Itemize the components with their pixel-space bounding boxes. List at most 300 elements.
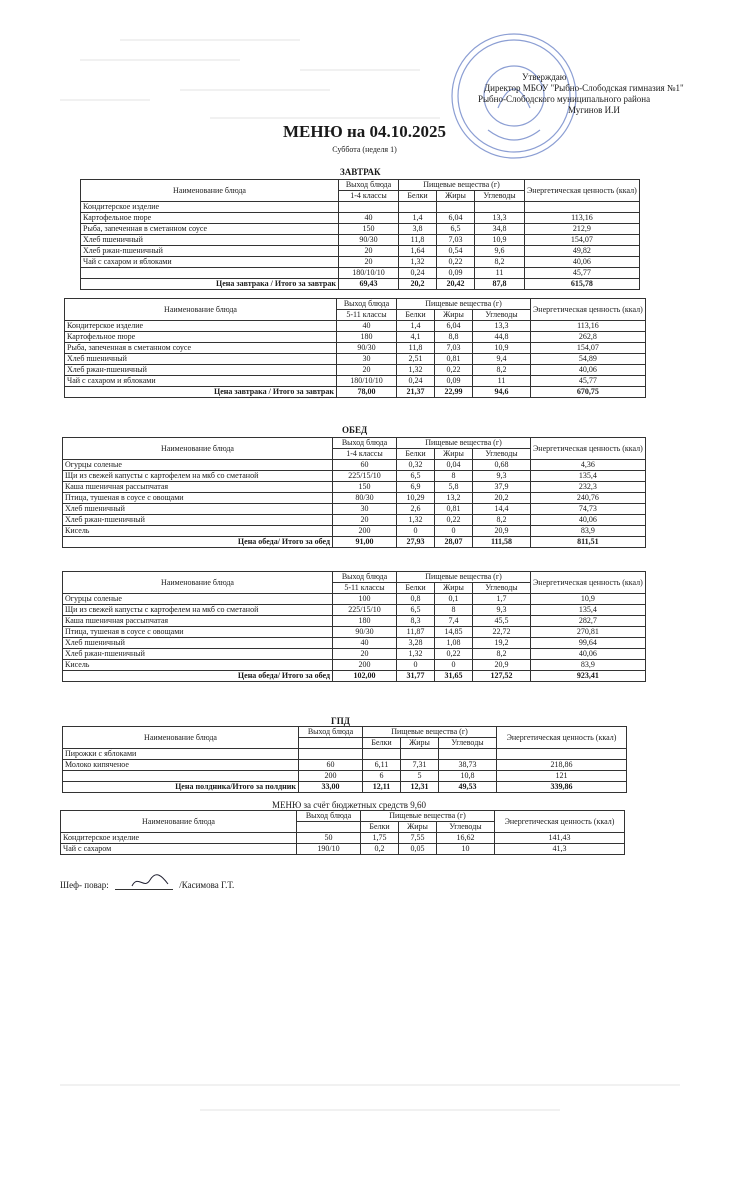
- dish-protein: 11,87: [397, 627, 435, 638]
- dish-fat: 0,04: [435, 460, 473, 471]
- dish-energy: 40,06: [531, 515, 646, 526]
- dish-output: 60: [333, 460, 397, 471]
- dish-name: Чай с сахаром и яблоками: [65, 376, 337, 387]
- table-row: [65, 365, 646, 376]
- total-price: 69,43: [339, 279, 399, 290]
- dish-name: Огурцы соленые: [63, 594, 333, 605]
- total-price: 33,00: [299, 782, 363, 793]
- table-row: [65, 376, 646, 387]
- output-header: Выход блюда: [333, 572, 397, 583]
- dish-name: Каша пшеничная рассыпчатая: [63, 616, 333, 627]
- dish-protein: 10,29: [397, 493, 435, 504]
- dish-name: Каша пшеничная рассыпчатая: [63, 482, 333, 493]
- dish-header: Наименование блюда: [63, 727, 299, 749]
- output-header: Выход блюда: [337, 299, 397, 310]
- total-price: 102,00: [333, 671, 397, 682]
- table-row: [63, 749, 627, 760]
- total-row: [65, 387, 646, 398]
- energy-header: Энергетическая ценность (ккал): [531, 438, 646, 460]
- dish-energy: [497, 749, 627, 760]
- dish-protein: 6,9: [397, 482, 435, 493]
- dish-output: [339, 202, 399, 213]
- dish-protein: 1,64: [399, 246, 437, 257]
- total-fat: 20,42: [437, 279, 475, 290]
- dish-output: 180/10/10: [337, 376, 397, 387]
- dish-energy: 262,8: [531, 332, 646, 343]
- nutrients-header: Пищевые вещества (г): [399, 180, 525, 191]
- energy-header: Энергетическая ценность (ккал): [525, 180, 640, 202]
- dish-protein: 6,5: [397, 605, 435, 616]
- dish-name: Картофельное пюре: [81, 213, 339, 224]
- dish-energy: 99,64: [531, 638, 646, 649]
- dish-protein: 1,32: [397, 649, 435, 660]
- dish-carbs: 0,68: [473, 460, 531, 471]
- total-energy: 811,51: [531, 537, 646, 548]
- energy-header: Энергетическая ценность (ккал): [497, 727, 627, 749]
- table-row: [81, 235, 640, 246]
- dish-energy: 41,3: [495, 844, 625, 855]
- dish-name: Молоко кипяченое: [63, 760, 299, 771]
- table-row: [65, 354, 646, 365]
- dish-name: Кондитерское изделие: [65, 321, 337, 332]
- table-row: [65, 343, 646, 354]
- dish-name: Рыба, запеченная в сметанном соусе: [65, 343, 337, 354]
- dish-protein: 6: [363, 771, 401, 782]
- dish-fat: 6,04: [437, 213, 475, 224]
- dish-carbs: 20,2: [473, 493, 531, 504]
- total-label: Цена полдника/Итого за полдник: [63, 782, 299, 793]
- dish-energy: 83,9: [531, 526, 646, 537]
- protein-header: Белки: [363, 738, 401, 749]
- breakfast-1-4-table: [80, 179, 640, 290]
- carbs-header: Углеводы: [473, 449, 531, 460]
- dish-output: [299, 749, 363, 760]
- dish-name: Хлеб пшеничный: [63, 638, 333, 649]
- output-header: Выход блюда: [299, 727, 363, 738]
- dish-header: Наименование блюда: [63, 438, 333, 460]
- dish-carbs: [439, 749, 497, 760]
- dish-header: Наименование блюда: [65, 299, 337, 321]
- dish-fat: 7,03: [437, 235, 475, 246]
- breakfast-5-11-table: [64, 298, 646, 398]
- total-label: Цена обеда/ Итого за обед: [63, 537, 333, 548]
- dish-output: 40: [333, 638, 397, 649]
- dish-carbs: 20,9: [473, 526, 531, 537]
- dish-output: 180: [333, 616, 397, 627]
- dish-energy: 154,07: [531, 343, 646, 354]
- dish-output: 40: [337, 321, 397, 332]
- lunch-1-4-table: [62, 437, 646, 548]
- table-row: [63, 649, 646, 660]
- dish-protein: 2,51: [397, 354, 435, 365]
- protein-header: Белки: [397, 583, 435, 594]
- dish-carbs: [475, 202, 525, 213]
- dish-fat: 7,03: [435, 343, 473, 354]
- dish-name: Хлеб ржан-пшеничный: [63, 515, 333, 526]
- dish-name: Кисель: [63, 526, 333, 537]
- dish-fat: 8: [435, 471, 473, 482]
- dish-carbs: 10,8: [439, 771, 497, 782]
- dish-energy: 212,9: [525, 224, 640, 235]
- dish-fat: 0: [435, 660, 473, 671]
- table-row: [63, 504, 646, 515]
- dish-name: Кондитерское изделие: [81, 202, 339, 213]
- dish-carbs: 10,9: [475, 235, 525, 246]
- dish-carbs: 34,8: [475, 224, 525, 235]
- dish-carbs: 9,4: [473, 354, 531, 365]
- dish-energy: 218,86: [497, 760, 627, 771]
- dish-fat: 13,2: [435, 493, 473, 504]
- dish-name: Чай с сахаром: [61, 844, 297, 855]
- breakfast-heading: ЗАВТРАК: [340, 167, 381, 177]
- nutrients-header: Пищевые вещества (г): [397, 438, 531, 449]
- total-energy: 923,41: [531, 671, 646, 682]
- dish-output: 90/30: [339, 235, 399, 246]
- dish-output: 60: [299, 760, 363, 771]
- dish-fat: 5: [401, 771, 439, 782]
- output-header: Выход блюда: [339, 180, 399, 191]
- class-label: [297, 822, 361, 833]
- total-row: [63, 537, 646, 548]
- fat-header: Жиры: [435, 310, 473, 321]
- gpd-table: [62, 726, 627, 793]
- dish-name: Огурцы соленые: [63, 460, 333, 471]
- dish-protein: [399, 202, 437, 213]
- total-label: Цена завтрака / Итого за завтрак: [65, 387, 337, 398]
- table-row: [63, 638, 646, 649]
- approval-line: Утверждаю: [522, 72, 567, 82]
- dish-fat: 14,85: [435, 627, 473, 638]
- dish-name: Чай с сахаром и яблоками: [81, 257, 339, 268]
- fat-header: Жиры: [401, 738, 439, 749]
- dish-name: Хлеб пшеничный: [63, 504, 333, 515]
- dish-output: 30: [337, 354, 397, 365]
- dish-output: 20: [337, 365, 397, 376]
- signature-name: /Касимова Г.Т.: [179, 880, 235, 890]
- total-label: Цена обеда/ Итого за обед: [63, 671, 333, 682]
- dish-output: 80/30: [333, 493, 397, 504]
- dish-fat: 0,54: [437, 246, 475, 257]
- total-carbs: 49,53: [439, 782, 497, 793]
- dish-protein: 6,11: [363, 760, 401, 771]
- dish-carbs: 8,2: [473, 515, 531, 526]
- table-row: [81, 257, 640, 268]
- dish-energy: 45,77: [531, 376, 646, 387]
- fat-header: Жиры: [435, 449, 473, 460]
- dish-protein: 0,2: [361, 844, 399, 855]
- dish-name: Птица, тушеная в соусе с овощами: [63, 493, 333, 504]
- dish-fat: 0,81: [435, 504, 473, 515]
- dish-output: 30: [333, 504, 397, 515]
- dish-name: [81, 268, 339, 279]
- dish-fat: 0,1: [435, 594, 473, 605]
- table-row: [63, 460, 646, 471]
- table-row: [63, 605, 646, 616]
- dish-fat: 0,22: [435, 365, 473, 376]
- dish-fat: 8: [435, 605, 473, 616]
- lunch-heading: ОБЕД: [342, 425, 368, 435]
- carbs-header: Углеводы: [473, 310, 531, 321]
- dish-protein: 0,8: [397, 594, 435, 605]
- total-price: 78,00: [337, 387, 397, 398]
- dish-energy: 232,3: [531, 482, 646, 493]
- dish-carbs: 9,3: [473, 471, 531, 482]
- dish-name: Щи из свежей капусты с картофелем на мкб со сметаной: [63, 471, 333, 482]
- output-header: Выход блюда: [297, 811, 361, 822]
- dish-fat: 0,09: [435, 376, 473, 387]
- table-row: [63, 660, 646, 671]
- protein-header: Белки: [361, 822, 399, 833]
- dish-protein: 2,6: [397, 504, 435, 515]
- table-row: [63, 482, 646, 493]
- carbs-header: Углеводы: [437, 822, 495, 833]
- total-fat: 31,65: [435, 671, 473, 682]
- dish-fat: 7,31: [401, 760, 439, 771]
- dish-fat: 0,22: [437, 257, 475, 268]
- fat-header: Жиры: [399, 822, 437, 833]
- dish-carbs: 22,72: [473, 627, 531, 638]
- dish-name: [63, 771, 299, 782]
- dish-output: 180/10/10: [339, 268, 399, 279]
- signature-label: Шеф- повар:: [60, 880, 109, 890]
- total-carbs: 111,58: [473, 537, 531, 548]
- protein-header: Белки: [397, 310, 435, 321]
- dish-energy: 83,9: [531, 660, 646, 671]
- dish-energy: 49,82: [525, 246, 640, 257]
- dish-name: Рыба, запеченная в сметанном соусе: [81, 224, 339, 235]
- dish-energy: 54,89: [531, 354, 646, 365]
- class-label: 1-4 классы: [339, 191, 399, 202]
- dish-carbs: 9,3: [473, 605, 531, 616]
- table-row: [63, 515, 646, 526]
- dish-protein: 0: [397, 660, 435, 671]
- energy-header: Энергетическая ценность (ккал): [531, 299, 646, 321]
- table-row: [63, 471, 646, 482]
- dish-output: 100: [333, 594, 397, 605]
- dish-output: 20: [333, 649, 397, 660]
- dish-output: 50: [297, 833, 361, 844]
- dish-protein: 1,32: [397, 365, 435, 376]
- total-energy: 670,75: [531, 387, 646, 398]
- dish-energy: 40,06: [525, 257, 640, 268]
- energy-header: Энергетическая ценность (ккал): [495, 811, 625, 833]
- dish-energy: 141,43: [495, 833, 625, 844]
- header-row: [81, 180, 640, 191]
- gpd-heading: ГПД: [331, 716, 350, 726]
- dish-energy: 113,16: [531, 321, 646, 332]
- dish-protein: [363, 749, 401, 760]
- table-row: [81, 213, 640, 224]
- dish-carbs: 10: [437, 844, 495, 855]
- total-row: [63, 782, 627, 793]
- dish-name: Щи из свежей капусты с картофелем на мкб со сметаной: [63, 605, 333, 616]
- dish-name: Хлеб ржан-пшеничный: [81, 246, 339, 257]
- dish-energy: 154,07: [525, 235, 640, 246]
- total-carbs: 94,6: [473, 387, 531, 398]
- dish-output: 20: [339, 257, 399, 268]
- dish-protein: 11,8: [397, 343, 435, 354]
- total-carbs: 127,52: [473, 671, 531, 682]
- dish-protein: 6,5: [397, 471, 435, 482]
- protein-header: Белки: [397, 449, 435, 460]
- dish-output: 40: [339, 213, 399, 224]
- nutrients-header: Пищевые вещества (г): [361, 811, 495, 822]
- dish-energy: 135,4: [531, 471, 646, 482]
- approval-line: Мугинов И.И: [568, 105, 620, 115]
- class-label: 1-4 классы: [333, 449, 397, 460]
- dish-fat: 0,22: [435, 649, 473, 660]
- dish-carbs: 13,3: [475, 213, 525, 224]
- dish-output: 225/15/10: [333, 605, 397, 616]
- dish-output: 20: [339, 246, 399, 257]
- header-row: [65, 299, 646, 310]
- handwritten-signature-icon: [130, 872, 170, 890]
- total-fat: 12,31: [401, 782, 439, 793]
- carbs-header: Углеводы: [475, 191, 525, 202]
- table-row: [65, 321, 646, 332]
- table-row: [63, 493, 646, 504]
- nutrients-header: Пищевые вещества (г): [397, 572, 531, 583]
- dish-output: 90/30: [337, 343, 397, 354]
- dish-name: Хлеб ржан-пшеничный: [65, 365, 337, 376]
- dish-protein: 4,1: [397, 332, 435, 343]
- nutrients-header: Пищевые вещества (г): [397, 299, 531, 310]
- dish-carbs: 13,3: [473, 321, 531, 332]
- dish-protein: 0,24: [397, 376, 435, 387]
- budget-table: [60, 810, 625, 855]
- dish-fat: 6,5: [437, 224, 475, 235]
- table-row: [61, 833, 625, 844]
- dish-protein: 0,24: [399, 268, 437, 279]
- dish-carbs: 1,7: [473, 594, 531, 605]
- table-row: [63, 594, 646, 605]
- dish-protein: 1,75: [361, 833, 399, 844]
- dish-carbs: 16,62: [437, 833, 495, 844]
- dish-energy: 10,9: [531, 594, 646, 605]
- dish-energy: 4,36: [531, 460, 646, 471]
- dish-output: 200: [333, 660, 397, 671]
- dish-output: 180: [337, 332, 397, 343]
- dish-carbs: 11: [475, 268, 525, 279]
- total-fat: 22,99: [435, 387, 473, 398]
- output-header: Выход блюда: [333, 438, 397, 449]
- dish-output: 90/30: [333, 627, 397, 638]
- dish-fat: 0,09: [437, 268, 475, 279]
- nutrients-header: Пищевые вещества (г): [363, 727, 497, 738]
- dish-protein: 1,4: [397, 321, 435, 332]
- dish-fat: 1,08: [435, 638, 473, 649]
- table-row: [63, 627, 646, 638]
- dish-carbs: 19,2: [473, 638, 531, 649]
- table-row: [81, 202, 640, 213]
- total-protein: 20,2: [399, 279, 437, 290]
- total-row: [63, 671, 646, 682]
- table-row: [81, 268, 640, 279]
- dish-carbs: 10,9: [473, 343, 531, 354]
- dish-name: Хлеб пшеничный: [81, 235, 339, 246]
- dish-protein: 8,3: [397, 616, 435, 627]
- dish-protein: 1,4: [399, 213, 437, 224]
- dish-name: Пирожки с яблоками: [63, 749, 299, 760]
- energy-header: Энергетическая ценность (ккал): [531, 572, 646, 594]
- dish-energy: 40,06: [531, 649, 646, 660]
- dish-header: Наименование блюда: [81, 180, 339, 202]
- lunch-5-11-table: [62, 571, 646, 682]
- table-row: [65, 332, 646, 343]
- dish-fat: 5,8: [435, 482, 473, 493]
- dish-name: Кисель: [63, 660, 333, 671]
- dish-carbs: 8,2: [473, 365, 531, 376]
- approval-line: Рыбно-Слободского муниципального района: [478, 94, 651, 104]
- total-carbs: 87,8: [475, 279, 525, 290]
- approval-block: [478, 72, 684, 116]
- dish-header: Наименование блюда: [63, 572, 333, 594]
- menu-subtitle: Суббота (неделя 1): [332, 145, 397, 154]
- total-energy: 339,86: [497, 782, 627, 793]
- total-protein: 12,11: [363, 782, 401, 793]
- dish-carbs: 20,9: [473, 660, 531, 671]
- total-label: Цена завтрака / Итого за завтрак: [81, 279, 339, 290]
- dish-output: 200: [333, 526, 397, 537]
- class-label: 5-11 классы: [337, 310, 397, 321]
- dish-carbs: 37,9: [473, 482, 531, 493]
- dish-energy: [525, 202, 640, 213]
- total-price: 91,00: [333, 537, 397, 548]
- dish-protein: 3,28: [397, 638, 435, 649]
- dish-header: Наименование блюда: [61, 811, 297, 833]
- dish-protein: 0: [397, 526, 435, 537]
- dish-fat: 8,8: [435, 332, 473, 343]
- dish-name: Хлеб пшеничный: [65, 354, 337, 365]
- table-row: [63, 771, 627, 782]
- dish-protein: 1,32: [399, 257, 437, 268]
- dish-energy: 135,4: [531, 605, 646, 616]
- dish-energy: 270,81: [531, 627, 646, 638]
- dish-energy: 113,16: [525, 213, 640, 224]
- menu-title: МЕНЮ на 04.10.2025: [282, 122, 447, 141]
- header-row: [61, 811, 625, 822]
- dish-carbs: 45,5: [473, 616, 531, 627]
- dish-fat: [401, 749, 439, 760]
- carbs-header: Углеводы: [473, 583, 531, 594]
- fat-header: Жиры: [437, 191, 475, 202]
- dish-carbs: 8,2: [473, 649, 531, 660]
- total-protein: 31,77: [397, 671, 435, 682]
- header-row: [63, 572, 646, 583]
- carbs-header: Углеводы: [439, 738, 497, 749]
- budget-heading: МЕНЮ за счёт бюджетных средств 9,60: [272, 800, 427, 810]
- dish-fat: 0,22: [435, 515, 473, 526]
- dish-output: 150: [333, 482, 397, 493]
- dish-fat: 6,04: [435, 321, 473, 332]
- total-protein: 21,37: [397, 387, 435, 398]
- dish-fat: 7,55: [399, 833, 437, 844]
- dish-output: 225/15/10: [333, 471, 397, 482]
- dish-energy: 121: [497, 771, 627, 782]
- dish-output: 150: [339, 224, 399, 235]
- approval-line: Директор МБОУ "Рыбно-Слободская гимназия №1": [484, 83, 684, 93]
- dish-output: 200: [299, 771, 363, 782]
- dish-output: 190/10: [297, 844, 361, 855]
- dish-carbs: 38,73: [439, 760, 497, 771]
- dish-energy: 74,73: [531, 504, 646, 515]
- dish-energy: 45,77: [525, 268, 640, 279]
- dish-fat: 7,4: [435, 616, 473, 627]
- dish-output: 20: [333, 515, 397, 526]
- dish-carbs: 44,8: [473, 332, 531, 343]
- dish-energy: 282,7: [531, 616, 646, 627]
- total-row: [81, 279, 640, 290]
